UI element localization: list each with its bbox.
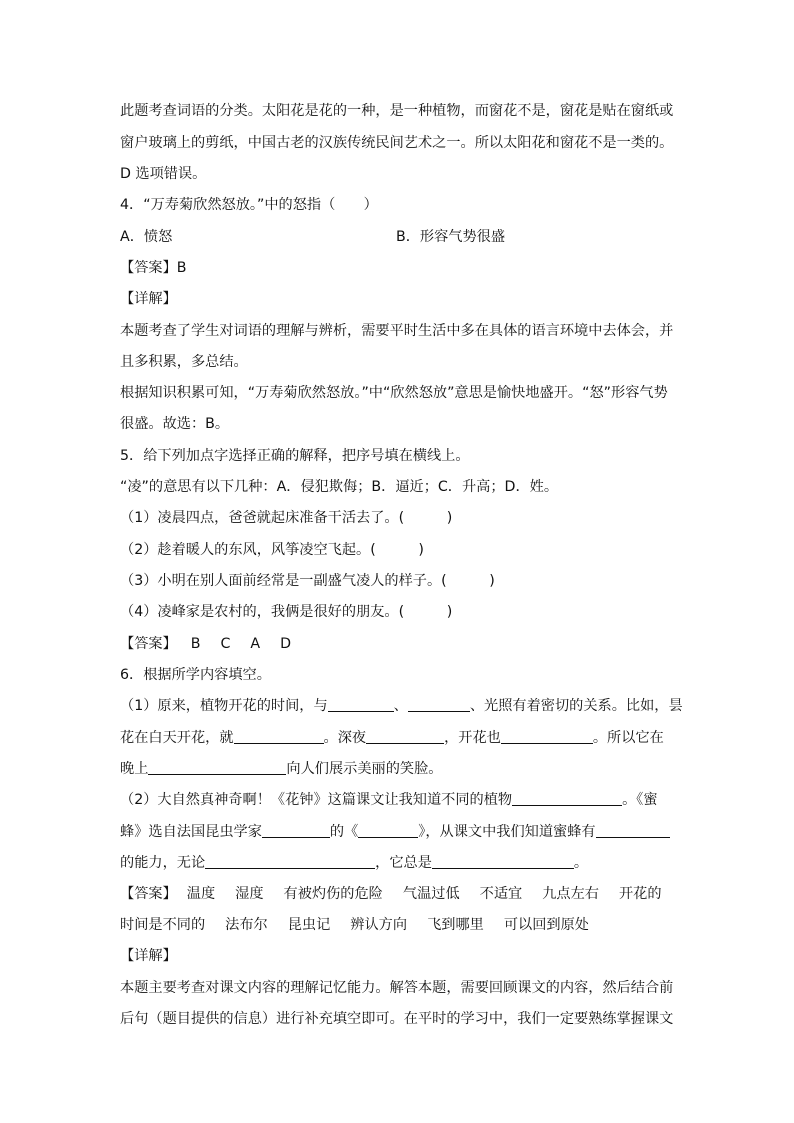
q6-detail-tag: 【详解】 [120, 948, 177, 964]
fill-blank [234, 728, 324, 744]
q6-p1-text-c: 、光照有着密切的关系。比如，昙 [469, 698, 683, 714]
q6-answer-item: 可以回到原处 [503, 917, 589, 933]
fill-blank [512, 790, 622, 806]
fill-blank [205, 853, 375, 869]
fill-blank [328, 696, 394, 712]
q4-option-a: A．愤怒 [120, 229, 173, 245]
fill-blank [596, 822, 670, 838]
q6-answer-item: 开花的 [618, 886, 662, 902]
q5-answer-3: A [250, 636, 261, 652]
q5-sentence-1: （1）凌晨四点，爸爸就起床准备干活去了。( ) [120, 510, 453, 526]
q5-answer-2: C [220, 636, 231, 652]
q6-answer-item: 气温过低 [402, 886, 460, 902]
q6-para2-line2 [120, 822, 680, 842]
q4-detail-line-4: 很盛。故选：B。 [120, 416, 230, 432]
explain3-line-1: 此题考查词语的分类。太阳花是花的一种，是一种植物，而窗花不是，窗花是贴在窗纸或 [120, 103, 674, 119]
q5-stem: 5．给下列加点字选择正确的解释，把序号填在横线上。 [120, 448, 470, 464]
q6-para1-line2 [120, 728, 680, 748]
q5-answer-1: B [190, 636, 201, 652]
q6-answer-item: 法布尔 [225, 917, 268, 933]
q6-answer-item: 辨认方向 [350, 917, 408, 933]
fill-blank [366, 728, 444, 744]
q6-p5-text-b: 的《 [329, 824, 359, 840]
q6-p2-text-b: 。深夜 [323, 730, 367, 746]
q6-p2-text-d: 。所以它在 [592, 730, 664, 746]
q5-sentence-2: （2）趁着暖人的东风，风筝凌空飞起。( ) [120, 542, 424, 558]
q5-meanings: “凌”的意思有以下几种：A．侵犯欺侮；B．逼近；C．升高；D．姓。 [120, 479, 559, 495]
fill-blank [432, 853, 574, 869]
q6-answer-item: 不适宜 [479, 886, 523, 902]
q6-answer-item: 时间是不同的 [120, 917, 206, 933]
explain3-line-2: 窗户玻璃上的剪纸，中国古老的汉族传统民间艺术之一。所以太阳花和窗花不是一类的。 [120, 135, 674, 151]
q6-p1-text-b: 、 [393, 698, 408, 714]
q6-answer-item: 九点左右 [542, 886, 599, 902]
q6-detail-line-2: 后句（题目提供的信息）进行补充填空即可。在平时的学习中，我们一定要熟练掌握课文 [120, 1011, 674, 1027]
fill-blank [262, 822, 330, 838]
q6-stem: 6．根据所学内容填空。 [120, 667, 271, 683]
q6-answer-line2 [120, 915, 680, 935]
q6-p5-text-a: 蜂》选自法国昆虫学家 [120, 824, 262, 840]
q6-p2-text-a: 花在白天开花，就 [120, 730, 234, 746]
q6-answer-item: 昆虫记 [287, 917, 331, 933]
q6-answer-tag: 【答案】 [120, 886, 177, 902]
q6-p2-text-c: ，开花也 [444, 730, 501, 746]
fill-blank [358, 822, 418, 838]
q6-answer-item: 有被灼伤的危险 [283, 886, 383, 902]
q6-p3-text-b: 向人们展示美丽的笑脸。 [286, 761, 443, 777]
explain3-line-3: D 选项错误。 [120, 166, 207, 182]
q6-para2-line1 [120, 790, 680, 810]
q6-p4-text-a: （2）大自然真神奇啊！《花钟》这篇课文让我知道不同的植物 [120, 792, 513, 808]
q6-answer-item: 湿度 [235, 886, 264, 902]
q6-p3-text-a: 晚上 [120, 761, 149, 777]
q6-answer-item: 飞到哪里 [427, 917, 484, 933]
q6-p6-text-a: 的能力，无论 [120, 855, 206, 871]
fill-blank [148, 759, 286, 775]
q5-sentence-4: （4）凌峰家是农村的，我俩是很好的朋友。( ) [120, 604, 453, 620]
q6-answer-item: 温度 [186, 886, 216, 902]
q6-para1-line1 [120, 696, 683, 716]
fill-blank [501, 728, 593, 744]
q6-para1-line3 [120, 759, 680, 779]
q6-p6-text-b: ，它总是 [375, 855, 432, 871]
q5-answer-4: D [280, 636, 292, 652]
q6-answer-line1 [120, 884, 680, 904]
q4-detail-line-1: 本题考查了学生对词语的理解与辨析，需要平时生活中多在具体的语言环境中去体会，并 [120, 323, 674, 339]
q6-p1-text-a: （1）原来，植物开花的时间，与 [120, 698, 328, 714]
q6-p4-text-b: 。《蜜 [622, 792, 658, 808]
q5-sentence-3: （3）小明在别人面前经常是一副盛气凌人的样子。( ) [120, 573, 495, 589]
q6-p6-text-c: 。 [573, 855, 589, 871]
fill-blank [408, 696, 470, 712]
q4-answer: 【答案】B [120, 260, 187, 276]
q4-options [120, 227, 680, 247]
q4-stem: 4．“万寿菊欣然怒放。”中的怒指（ ） [120, 197, 378, 213]
q5-answer-tag: 【答案】 [120, 636, 177, 652]
q4-option-b: B．形容气势很盛 [396, 229, 506, 245]
q6-para2-line3 [120, 853, 680, 873]
q4-detail-line-3: 根据知识积累可知，“万寿菊欣然怒放。”中“欣然怒放”意思是愉快地盛开。“怒”形容气势 [120, 385, 668, 401]
q4-detail-tag: 【详解】 [120, 291, 177, 307]
q4-detail-line-2: 且多积累，多总结。 [120, 354, 248, 370]
q5-answer [120, 634, 680, 654]
q6-p5-text-c: 》，从课文中我们知道蜜蜂有 [418, 824, 596, 840]
q6-detail-line-1: 本题主要考查对课文内容的理解记忆能力。解答本题，需要回顾课文的内容，然后结合前 [120, 980, 674, 996]
